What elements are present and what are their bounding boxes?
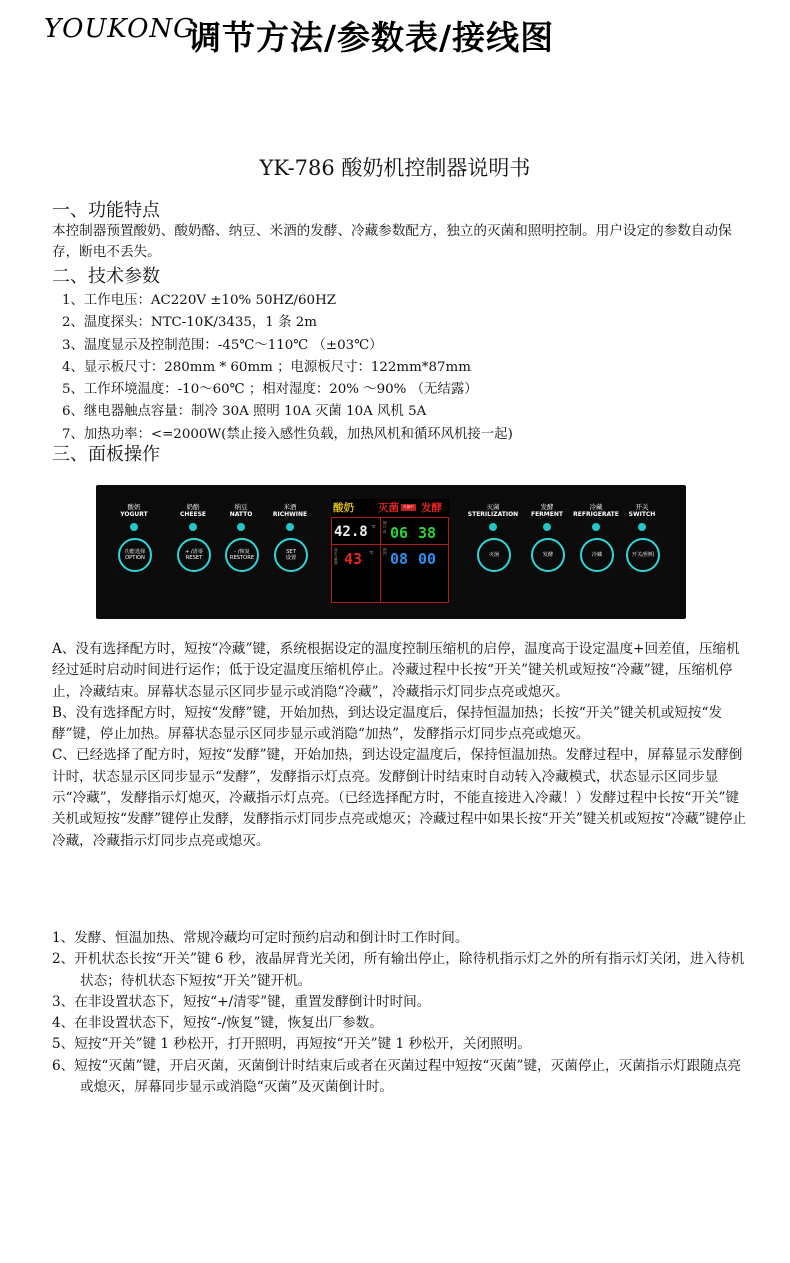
specs-list: [62, 290, 513, 446]
section-heading-panel: 三、面板操作: [52, 444, 160, 465]
spec-item: 7、加热功率：<=2000W(禁止接入感性负载，加热风机和循环风机接一起): [62, 426, 513, 442]
indicator-light: [189, 523, 197, 531]
option-button-label-cn: 功能选择: [124, 548, 146, 555]
recipe-label-en: RICHWINE: [272, 511, 308, 518]
indicator-light: [489, 523, 497, 531]
preset-minutes: 00: [418, 550, 437, 568]
set-temperature-unit: ℃: [369, 550, 374, 555]
power-light-button-label: 开关/照明: [631, 551, 655, 558]
option-button[interactable]: [118, 538, 152, 572]
indicator-label-en: FERMENT: [530, 511, 563, 518]
list-item: 1、发酵、恒温加热、常规冷藏均可定时预约启动和倒计时工作时间。: [52, 930, 469, 946]
spec-item: 3、温度显示及控制范围：-45℃～110℃ （±03℃）: [62, 337, 383, 353]
section-heading-specs: 二、技术参数: [52, 266, 160, 287]
list-item: 3、在非设置状态下，短按“+/清零”键，重置发酵倒计时时间。: [52, 993, 431, 1010]
sterilization-button[interactable]: [477, 538, 511, 572]
temperature-reading: 42.8: [334, 524, 368, 540]
preset-label: 预约: [383, 548, 387, 557]
indicator-switch: [612, 503, 672, 531]
status-yogurt: 酸奶: [333, 502, 354, 514]
recipe-label-en: CHEESE: [179, 511, 207, 518]
spec-item: 5、工作环境温度：-10～60℃ ；相对湿度：20% ～90% （无结露）: [62, 382, 478, 398]
list-item: 2、开机状态长按“开关”键 6 秒，液晶屏背光关闭，所有输出停止，除待机指示灯之外的所有指示灯关闭，进入待机状态；待机状态下短按“开关”键开机。: [52, 951, 745, 989]
set-temperature: 43: [344, 550, 363, 568]
list-item: 5、短按“开关”键 1 秒松开，打开照明，再短按“开关”键 1 秒松开，关闭照明。: [52, 1036, 531, 1053]
reset-button-label-cn: + /清零: [184, 548, 204, 555]
indicator-label-cn: 开关: [635, 503, 649, 511]
ferment-countdown-minutes: 38: [418, 524, 437, 542]
indicator-label-cn: 冷藏: [589, 503, 603, 511]
recipe-label-en: YOGURT: [120, 511, 148, 518]
indicator-sterilization: [463, 503, 523, 531]
refrigerate-button-label: 冷藏: [591, 551, 603, 558]
features-text: 本控制器预置酸奶、酸奶酪、纳豆、米酒的发酵、冷藏参数配方，独立的灭菌和照明控制。用户设定的参数自动保存，断电不丢失。: [52, 223, 732, 260]
ferment-countdown-hours: 06: [390, 524, 409, 542]
temperature-unit: ℃: [371, 524, 376, 529]
indicator-light: [638, 523, 646, 531]
restore-button-label-en: RESTORE: [229, 555, 255, 561]
spec-item: 2、温度探头：NTC-10K/3435，1 条 2m: [62, 315, 317, 331]
set-temp-label: 设定温度: [334, 548, 338, 566]
set-button-label-en: SET: [286, 548, 296, 555]
indicator-light: [130, 523, 138, 531]
status-tag: 灭菌中: [403, 505, 414, 509]
list-item: 6、短按“灭菌”键，开启灭菌，灭菌倒计时结束后或者在灭菌过程中短按“灭菌”键，灭菌停止，灭菌指示灯跟随点亮或熄灭，屏幕同步显示或消隐“灭菌”及灭菌倒计时。: [52, 1057, 741, 1096]
recipe-label-cn: 酸奶: [127, 503, 141, 511]
function-list: [52, 928, 752, 1098]
spec-item: 1、工作电压：AC220V ±10% 50HZ/60HZ: [62, 293, 337, 308]
restore-button[interactable]: [225, 538, 259, 572]
indicator-label-en: STERILIZATION: [467, 511, 519, 518]
document-title: YK-786 酸奶机控制器说明书: [259, 156, 531, 180]
reset-button-label-en: RESET: [185, 555, 203, 561]
brand-logo: YOUKONG: [44, 14, 195, 44]
preset-hours: 08: [390, 550, 409, 568]
recipe-label-cn: 纳豆: [234, 503, 248, 511]
refrigerate-button[interactable]: [580, 538, 614, 572]
indicator-light: [543, 523, 551, 531]
spec-item: 4、显示板尺寸：280mm * 60mm ；电源板尺寸：122mm*87mm: [62, 359, 471, 375]
option-button-label-en: OPTION: [125, 555, 145, 561]
power-light-button[interactable]: [626, 538, 660, 572]
restore-button-label-cn: - /恢复: [234, 548, 250, 555]
indicator-label-en: REFRIGERATE: [573, 511, 619, 518]
set-button-label-cn: 设置: [285, 555, 297, 561]
status-ferment: 发酵: [421, 502, 442, 514]
section-heading-features: 一、功能特点: [52, 200, 160, 221]
recipe-label-en: NATTO: [229, 511, 253, 518]
operation-notes: [52, 639, 752, 852]
recipe-label-cn: 奶酪: [186, 503, 200, 511]
indicator-light: [237, 523, 245, 531]
ferment-button-label: 发酵: [542, 551, 554, 558]
recipe-richwine: [260, 503, 320, 531]
spec-item: 6、继电器触点容量：制冷 30A 照明 10A 灭菌 10A 风机 5A: [62, 404, 427, 420]
reset-button[interactable]: [177, 538, 211, 572]
banner-title: 调节方法/参数表/接线图: [188, 18, 555, 57]
set-button[interactable]: [274, 538, 308, 572]
lcd-display: [331, 499, 449, 603]
countdown-label: 倒计时: [383, 521, 387, 534]
indicator-light: [286, 523, 294, 531]
control-panel: [96, 485, 686, 619]
indicator-label-cn: 灭菌: [486, 503, 500, 511]
list-item: 4、在非设置状态下，短按“-/恢复”键，恢复出厂参数。: [52, 1015, 383, 1032]
ferment-button[interactable]: [531, 538, 565, 572]
indicator-label-en: SWITCH: [628, 511, 656, 518]
status-bar: [331, 499, 449, 517]
sterilization-button-label: 灭菌: [488, 551, 500, 558]
note-b: B、没有选择配方时，短按“发酵”键，开始加热，到达设定温度后，保持恒温加热；长按“开关”键关机或短按“发酵”键，停止加热。屏幕状态显示区同步显示或消隐“加热”，发酵指示灯同步点亮或熄灭。: [52, 704, 723, 743]
indicator-label-cn: 发酵: [540, 503, 554, 511]
recipe-yogurt: [104, 503, 164, 531]
indicator-light: [592, 523, 600, 531]
status-sterilization: 灭菌: [378, 502, 399, 514]
note-c: C、已经选择了配方时，短按“发酵”键，开始加热，到达设定温度后，保持恒温加热。发酵过程中，屏幕显示发酵倒计时，状态显示区同步显示“发酵”，发酵指示灯点亮。发酵倒计时结束时自动转入冷藏模式，状态显示区同步显示“冷藏”，发酵指示灯熄灭，冷藏指示灯点亮。（已经选择配方时，不能直接进入冷藏！）发酵过程中长按“开关”键关机或短按“发酵”键停止发酵，发酵指示灯同步点亮或熄灭；冷藏过程中如果长按“开关”键关机或短按“冷藏”键停止冷藏，冷藏指示灯同步点亮或熄灭。: [52, 747, 747, 849]
recipe-label-cn: 米酒: [283, 503, 297, 511]
note-a: A、没有选择配方时，短按“冷藏”键，系统根据设定的温度控制压缩机的启停，温度高于设定温度+回差值，压缩机经过延时启动时间进行运作；低于设定温度压缩机停止。冷藏过程中长按“开关”键关机或短按“冷藏”键，压缩机停止，冷藏结束。屏幕状态显示区同步显示或消隐“冷藏”，冷藏指示灯同步点亮或熄灭。: [52, 641, 740, 700]
